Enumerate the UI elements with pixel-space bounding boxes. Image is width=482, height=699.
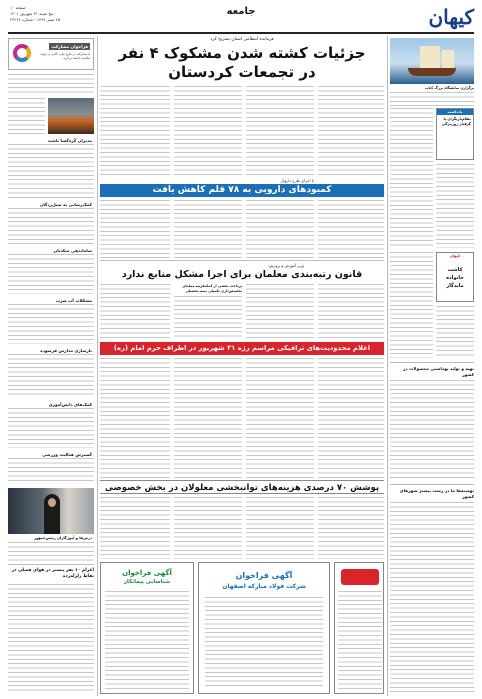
brief-title: مشکلات آب شرب: [55, 298, 92, 303]
disabled-text-4: [100, 497, 170, 559]
teachers-subhead-1: پرداخت بخشی از کمک‌هزینه معلمان: [182, 284, 242, 288]
divider: [390, 362, 474, 363]
disabled-section: [100, 497, 384, 559]
right-text-1: [390, 108, 433, 248]
teachers-text-1: [318, 284, 384, 340]
left-ad-text: با مشارکت در طرح ملی، گامی در جهت سلامت جامعه بردارید.: [40, 52, 90, 60]
ship-sail: [420, 46, 440, 68]
teachers-kicker: وزیر آموزش و پرورش:: [267, 263, 304, 268]
bottom-left-text: [8, 584, 94, 694]
person-face: [48, 498, 56, 507]
brief-text: [8, 354, 94, 398]
brief-title: بازسازی مدارس فرسوده: [40, 348, 92, 353]
teachers-section: [100, 260, 384, 340]
medicine-banner: [100, 184, 384, 197]
ad-2-company: شناسایی پیمانکار: [123, 579, 171, 585]
medicine-text-1: [318, 200, 384, 258]
fire-photo: [48, 98, 94, 134]
left-column: [8, 36, 94, 696]
teachers-text-2: [246, 284, 314, 340]
left-ad: [8, 38, 94, 70]
teachers-title: قانون رتبه‌بندی معلمان برای اجرا مشکل منابع ندارد: [121, 269, 363, 280]
ad-box-2: [100, 562, 194, 694]
ad-3-text: [338, 591, 382, 689]
masthead-rule: [8, 32, 474, 34]
section-title: جامعه: [226, 6, 256, 17]
disabled-banner: [100, 480, 384, 494]
logo: [416, 5, 474, 31]
column-rule: [387, 36, 388, 696]
ad-2-text: [105, 591, 189, 689]
medicine-title: کمبودهای دارویی به ۷۸ قلم کاهش یافت: [152, 185, 332, 195]
disabled-text-2: [246, 497, 314, 559]
ship-sail: [442, 50, 454, 68]
main-story: [100, 36, 384, 176]
right-headline-2: تهمینه‌ها ما در رشت بیشتر شهرهای کشور: [399, 488, 474, 499]
quote-label: کیهان: [449, 254, 461, 258]
brief-title: کمک‌های دانش‌آموزی: [48, 402, 92, 407]
traffic-banner: [100, 342, 384, 355]
right-text-2: [436, 164, 474, 248]
medicine-kicker: با اجرای طرح دارویار: [280, 178, 314, 183]
medicine-text-2: [246, 200, 314, 258]
brief-text: [8, 458, 94, 484]
main-text-col-1: [318, 86, 384, 176]
disabled-text-3: [174, 497, 242, 559]
note-box-text: نظام‌بازیگران یا گرفتار روزمرگی: [441, 117, 471, 126]
left-ad-label: فراخوان مشارکت: [51, 44, 88, 49]
photo-caption-text: [8, 542, 94, 562]
brief-text: [8, 144, 94, 198]
traffic-title: اعلام محدودیت‌های ترافیکی مراسم رژه ۳۱ شهریور در اطراف حرم امام (ره): [113, 344, 371, 352]
ad-box-3: [334, 562, 384, 694]
middle-section: [100, 358, 384, 478]
right-text-5: [390, 380, 474, 480]
right-column: [390, 36, 474, 696]
brief-text: [8, 208, 94, 244]
main-text-col-3: [174, 86, 242, 176]
right-text-3: [390, 252, 433, 358]
ad-1-company: شرکت فولاد مبارکه اصفهان: [222, 583, 306, 590]
note-box: [436, 108, 474, 160]
left-intro-text: [8, 74, 94, 96]
masthead: [0, 0, 482, 34]
date-line-1: پنج شنبه ۳۱ شهریور ۱۴۰۱: [10, 11, 54, 16]
right-headline-1: تهیه و تولید بهداشتی محصولات در کشور: [403, 366, 474, 377]
ad-1-text: [205, 597, 323, 689]
disabled-title: پوشش ۷۰ درصدی هزینه‌های توانبخشی معلولان در بخش خصوصی: [104, 483, 380, 493]
mid-text-3: [174, 358, 242, 478]
divider: [100, 260, 384, 261]
teachers-text-4: [100, 284, 170, 340]
quote-line-1: کاشت: [447, 267, 463, 273]
right-text-4: [436, 306, 474, 358]
brief-text: [8, 408, 94, 448]
main-text-col-4: [100, 86, 170, 176]
divider: [8, 564, 94, 565]
brief-title: کمک‌رسانی به سیل‌زدگان: [39, 202, 92, 207]
right-text-6: [390, 502, 474, 694]
main-text-col-2: [246, 86, 314, 176]
medicine-text-4: [100, 200, 170, 258]
brief-title: مدیران گره‌گشا باشند: [47, 138, 92, 143]
main-headline-1: جزئیات کشته شدن مشکوک ۴ نفر: [118, 44, 366, 62]
brief-text: [8, 304, 94, 344]
page-number: صفحه ۱۰: [10, 5, 26, 10]
medicine-text-3: [174, 200, 242, 258]
quote-line-2: خانواده: [446, 275, 464, 281]
main-headline-2: در تجمعات کردستان: [168, 63, 316, 81]
divider: [390, 484, 474, 485]
note-box-label: یادداشت: [437, 109, 473, 115]
president-photo: [8, 488, 94, 534]
teachers-text-3: [174, 296, 242, 340]
mid-text-1: [318, 358, 384, 478]
ad-1-title: آگهی فراخوان: [235, 571, 293, 580]
photo-caption: درس‌ها و آموزگاران رئیس‌جمهور: [34, 536, 92, 540]
mid-text-2: [246, 358, 314, 478]
date-line-2: ۲۵ صفر ۱۴۴۴ - شماره ۲۳۲۴۲: [10, 17, 60, 22]
bottom-left-title: اعزام ۱۰ نفر بیشتر در هوای فصلی در نقاط زلزله‌زده: [11, 568, 94, 579]
ad-ring-icon: [13, 44, 31, 62]
ad-2-title: آگهی فراخوان: [122, 569, 172, 577]
fire-photo-side-text: [8, 98, 45, 134]
brief-title: گسترش فعالیت ورزشی: [42, 452, 92, 457]
quote-box: [436, 252, 474, 302]
ad-3-logo: [341, 569, 379, 585]
brief-title: ساماندهی متکدیان: [53, 248, 92, 253]
ship-hull: [408, 68, 456, 76]
mid-text-4: [100, 358, 170, 478]
ad-box-1: [198, 562, 330, 694]
logo-text: کیهان: [428, 5, 474, 29]
ship-caption-text: [390, 92, 474, 106]
ship-caption: برگزاری نمایشگاه بزرگ کتاب: [425, 86, 474, 90]
disabled-text-1: [318, 497, 384, 559]
medicine-section: [100, 178, 384, 258]
main-kicker: فرمانده انتظامی استان تشریح کرد: [210, 37, 274, 42]
ship-photo: [390, 38, 474, 84]
quote-line-3: ماندگار: [446, 283, 464, 289]
teachers-subhead-2: تخصیص‌داری تکمیلی نیمه تحصیلی: [185, 289, 242, 293]
brief-text: [8, 254, 94, 294]
column-rule: [97, 36, 98, 696]
